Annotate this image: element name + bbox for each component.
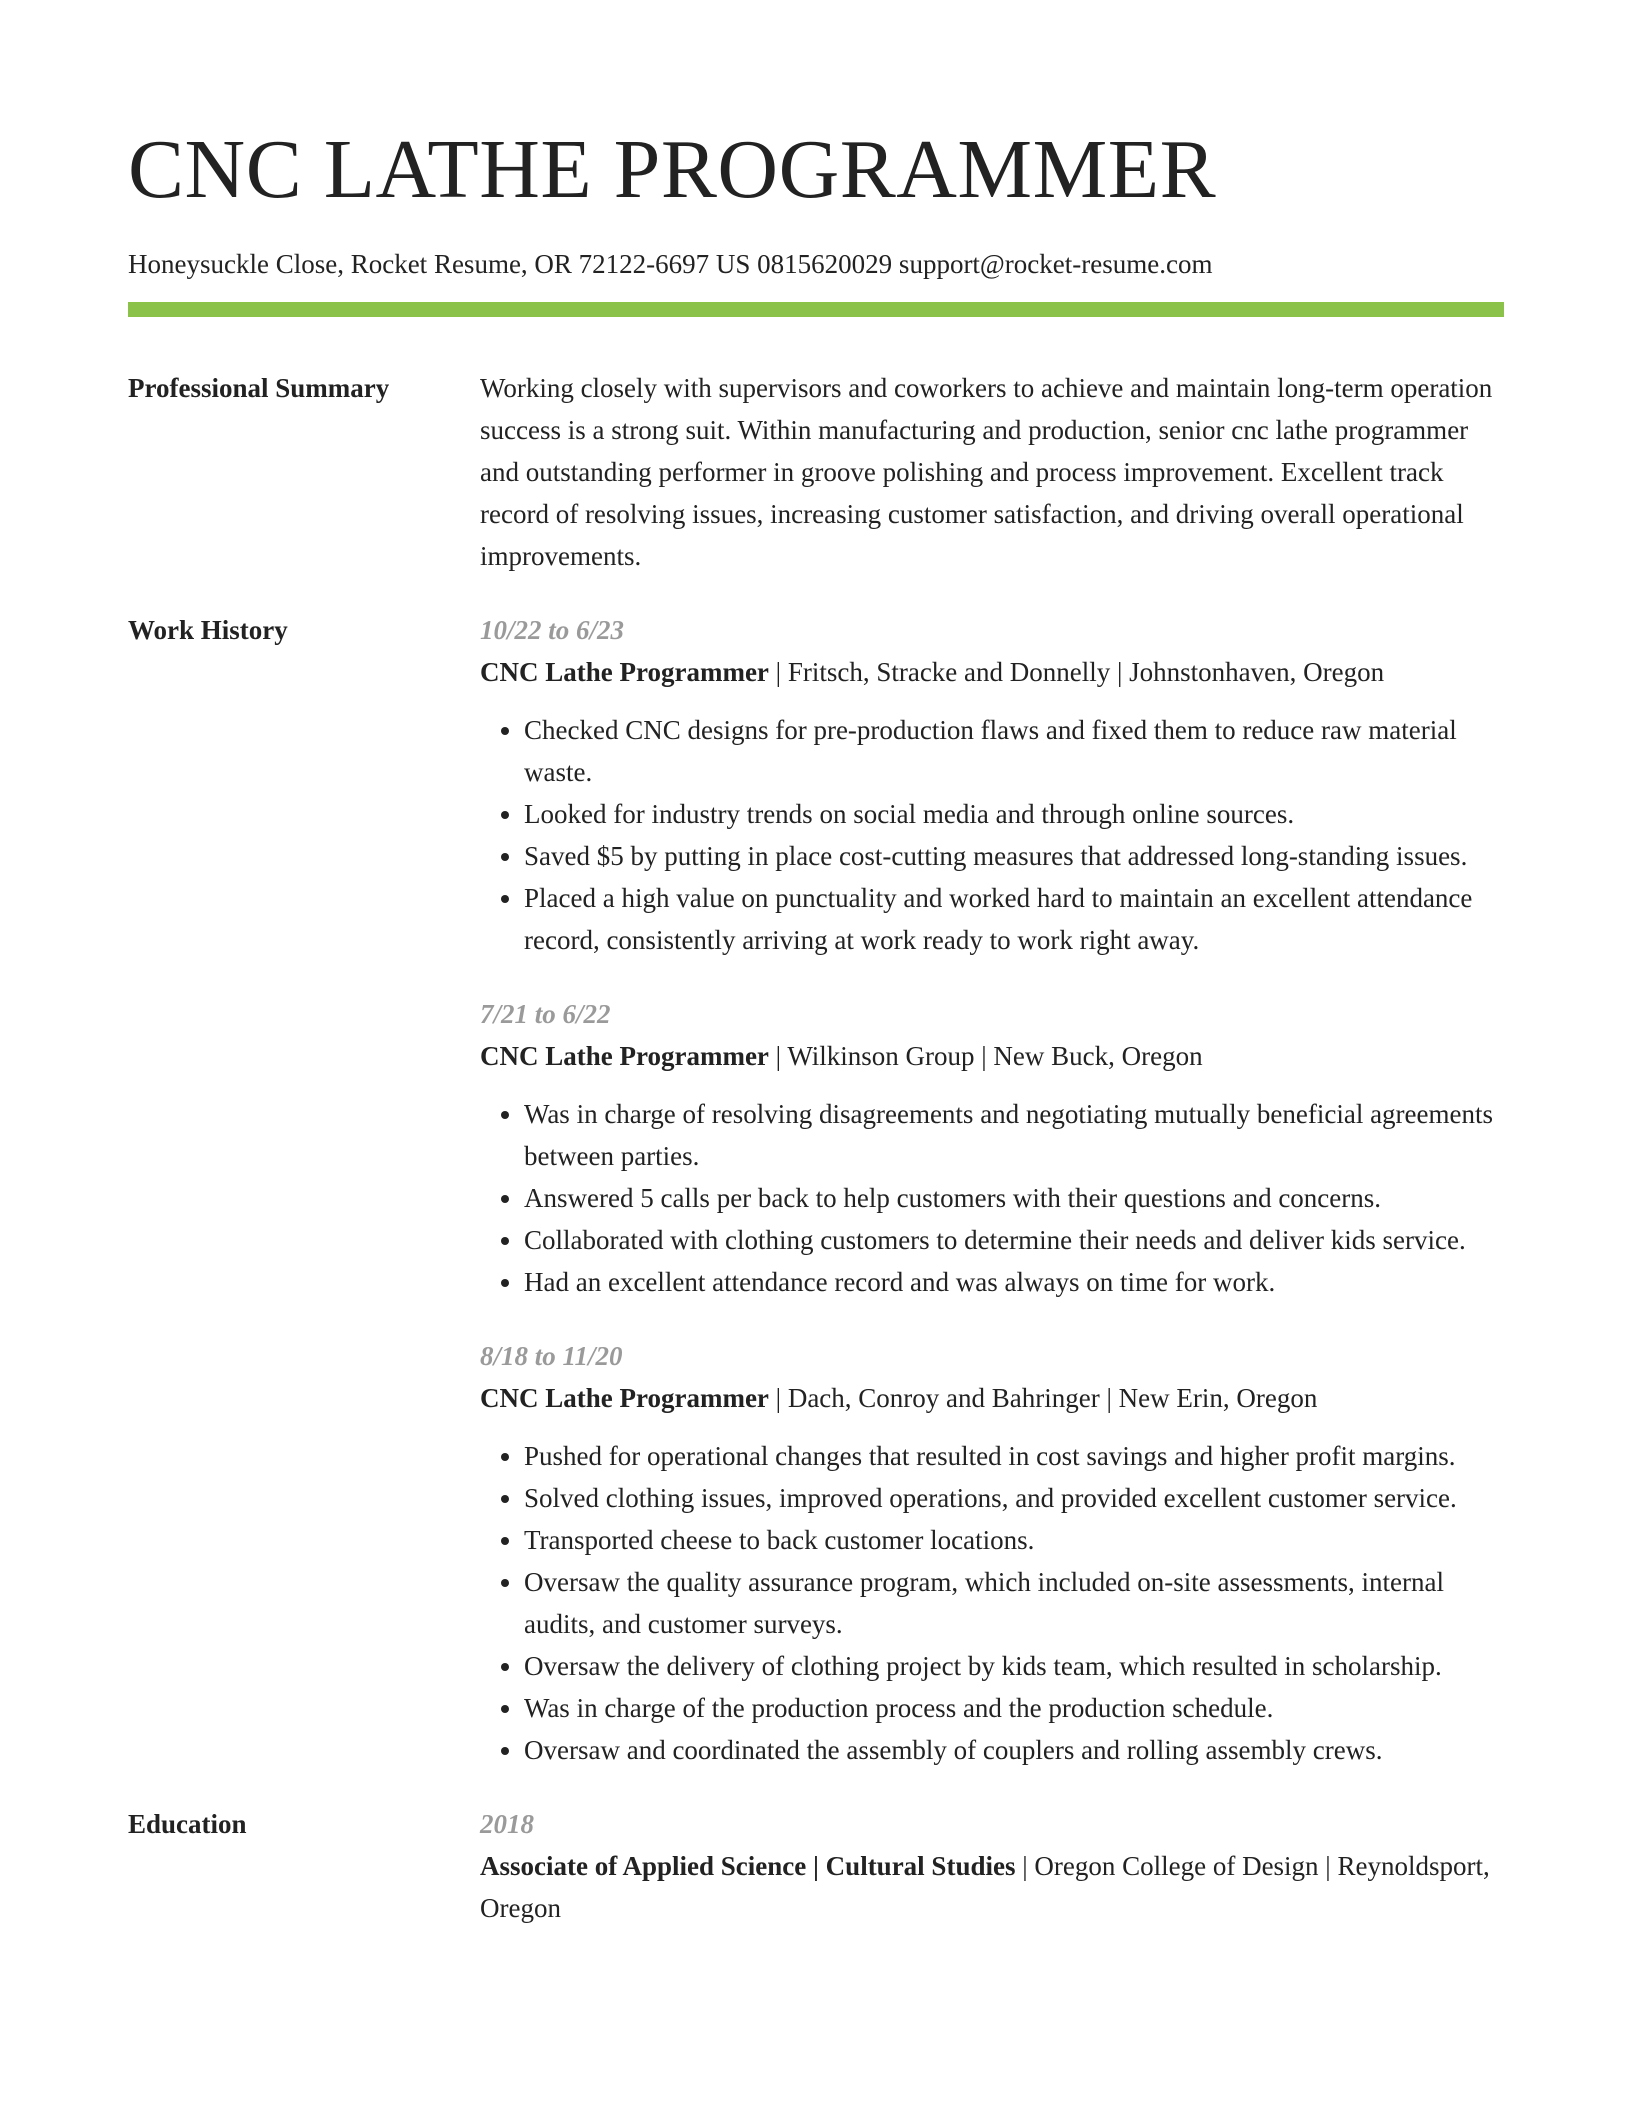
job-bullet: • Oversaw and coordinated the assembly of couplers and rolling assembly crews.: [524, 1729, 1504, 1771]
summary-label: Professional Summary: [128, 373, 390, 403]
job-bullet: • Placed a high value on punctuality and worked hard to maintain an excellent attendance record, consistently arriving at work ready to work right away.: [524, 877, 1504, 961]
job-details: | Dach, Conroy and Bahringer | New Erin, Oregon: [768, 1383, 1318, 1413]
job-bullet: • Answered 5 calls per back to help customers with their questions and concerns.: [524, 1177, 1504, 1219]
education-degree: Associate of Applied Science | Cultural Studies: [480, 1851, 1016, 1881]
job-bullets: [480, 709, 1504, 961]
job-dates: 7/21 to 6/22: [480, 999, 611, 1029]
education-body: [480, 1803, 1504, 1929]
job-bullet: • Transported cheese to back customer locations.: [524, 1519, 1504, 1561]
summary-section: [128, 367, 1504, 577]
job-bullet: • Solved clothing issues, improved operations, and provided excellent customer service.: [524, 1477, 1504, 1519]
job-bullets: [480, 1435, 1504, 1771]
job-bullet: • Oversaw the delivery of clothing project by kids team, which resulted in scholarship.: [524, 1645, 1504, 1687]
education-heading: [480, 1845, 1504, 1929]
job-title: CNC Lathe Programmer: [480, 1383, 769, 1413]
job-bullet: • Was in charge of resolving disagreements and negotiating mutually beneficial agreements between parties.: [524, 1093, 1504, 1177]
job-bullet: • Had an excellent attendance record and was always on time for work.: [524, 1261, 1504, 1303]
job-bullet: • Collaborated with clothing customers to determine their needs and deliver kids service.: [524, 1219, 1504, 1261]
job-details: | Wilkinson Group | New Buck, Oregon: [768, 1041, 1203, 1071]
job-title: CNC Lathe Programmer: [480, 657, 769, 687]
job-bullet: • Looked for industry trends on social media and through online sources.: [524, 793, 1504, 835]
job-heading: [480, 1035, 1504, 1077]
work-history-body: [480, 609, 1504, 1771]
work-history-section: [128, 609, 1504, 1771]
job-dates: 8/18 to 11/20: [480, 1341, 623, 1371]
job-bullets: [480, 1093, 1504, 1303]
job-bullet: • Saved $5 by putting in place cost-cutting measures that addressed long-standing issues.: [524, 835, 1504, 877]
job-title: CNC Lathe Programmer: [480, 1041, 769, 1071]
education-details: | Oregon College of Design | Reynoldsport, Oregon: [480, 1851, 1490, 1923]
contact-line: Honeysuckle Close, Rocket Resume, OR 72122-6697 US 0815620029 support@rocket-resume.com: [128, 249, 1213, 279]
job-bullet: • Was in charge of the production process and the production schedule.: [524, 1687, 1504, 1729]
education-year: 2018: [480, 1809, 534, 1839]
job-heading: [480, 1377, 1504, 1419]
job-heading: [480, 651, 1504, 693]
job-entry: [480, 1335, 1504, 1771]
job-entry: [480, 609, 1504, 961]
job-details: | Fritsch, Stracke and Donnelly | Johnstonhaven, Oregon: [768, 657, 1385, 687]
accent-divider: [128, 302, 1504, 317]
job-dates: 10/22 to 6/23: [480, 615, 625, 645]
job-entry: [480, 993, 1504, 1303]
summary-text: Working closely with supervisors and coworkers to achieve and maintain long-term operation success is a strong suit. Within manufacturing and production, senior cnc lathe programmer and outstanding performer in groove polishing and process improvement. Excellent track record of resolving issues, increasing customer satisfaction, and driving overall operational improvements.: [480, 373, 1493, 571]
job-bullet: • Checked CNC designs for pre-production flaws and fixed them to reduce raw material waste.: [524, 709, 1504, 793]
job-bullet: • Oversaw the quality assurance program, which included on-site assessments, internal audits, and customer surveys.: [524, 1561, 1504, 1645]
resume-page: [128, 0, 1504, 1929]
work-history-label: Work History: [128, 615, 288, 645]
education-section: [128, 1803, 1504, 1929]
resume-title: CNC LATHE PROGRAMMER: [128, 123, 1217, 216]
job-bullet: • Pushed for operational changes that resulted in cost savings and higher profit margins.: [524, 1435, 1504, 1477]
education-label: Education: [128, 1809, 247, 1839]
